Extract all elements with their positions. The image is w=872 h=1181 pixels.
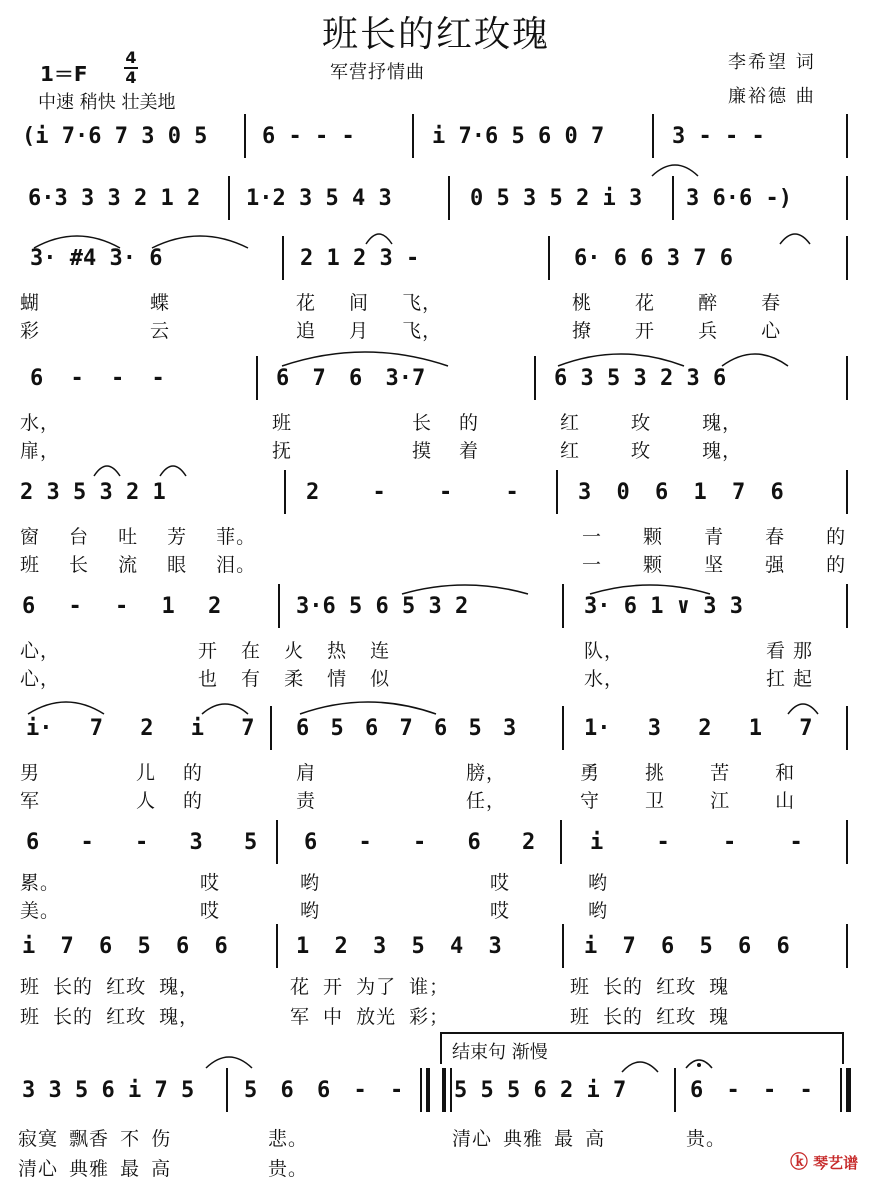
barline — [562, 584, 564, 628]
time-top: 4 — [125, 48, 137, 67]
slur-mark — [650, 158, 700, 178]
barline — [846, 706, 848, 750]
slur-mark — [92, 460, 122, 478]
lyric-word: 桃 花 醉 春 — [572, 292, 782, 314]
lyric-word: 哟 — [588, 872, 609, 894]
barline — [256, 356, 258, 400]
lyric-word: 心， — [20, 640, 61, 662]
lyric-word: 云 — [150, 320, 171, 342]
barline — [244, 114, 246, 158]
measure-1: 6·3 3 3 2 1 2 — [28, 186, 201, 211]
tempo-marking: 中速 稍快 壮美地 — [38, 92, 176, 113]
measure-4: 6 - - - — [690, 1078, 813, 1103]
lyric-word: 贵。 — [268, 1158, 309, 1180]
lyric-word: 哟 — [588, 900, 609, 922]
barline — [276, 924, 278, 968]
lyric-word: 任， — [466, 790, 507, 812]
barline — [226, 1068, 228, 1112]
lyric-word: 抚 — [272, 440, 293, 462]
slur-mark — [204, 1050, 254, 1070]
lyricist-credit: 李希望 词 — [728, 52, 816, 73]
measure-2: 6 - - - — [262, 124, 355, 149]
measure-3: i 7 6 5 6 6 — [584, 934, 790, 959]
lyric-word: 红 玫 瑰， — [560, 440, 743, 462]
measure-3: 5 5 5 6 2 i 7 — [454, 1078, 627, 1103]
measure-4: 3 6·6 -) — [686, 186, 792, 211]
final-barline — [846, 1068, 851, 1112]
barline — [652, 114, 654, 158]
barline — [278, 584, 280, 628]
lyric-word: 扛 起 — [766, 668, 814, 690]
slur-mark — [556, 348, 686, 368]
measure-1: 2 3 5 3 2 1 — [20, 480, 166, 505]
measure-3: 1· 3 2 1 7 — [584, 716, 813, 741]
measure-1: i 7 6 5 6 6 — [22, 934, 228, 959]
barline — [562, 924, 564, 968]
barline — [674, 1068, 676, 1112]
barline — [846, 356, 848, 400]
time-bottom: 4 — [125, 68, 137, 87]
lyric-word: 清心 典雅 最 高 — [18, 1158, 172, 1180]
watermark-logo-icon: ⓚ — [790, 1152, 808, 1173]
measure-3: i 7·6 5 6 0 7 — [432, 124, 605, 149]
barline — [562, 706, 564, 750]
lyric-word: 哟 — [300, 872, 321, 894]
lyric-word: 守 卫 江 山 — [580, 790, 796, 812]
measure-2: 1·2 3 5 4 3 — [246, 186, 392, 211]
lyric-word: 长 的 — [412, 412, 480, 434]
lyric-word: 哎 — [490, 872, 511, 894]
lyric-word: 贵。 — [686, 1128, 727, 1150]
lyric-word: 勇 挑 苦 和 — [580, 762, 796, 784]
barline — [534, 356, 536, 400]
slur-mark — [778, 228, 812, 246]
barline — [846, 584, 848, 628]
composer-credit: 廉裕德 曲 — [728, 86, 816, 107]
lyric-word: 追 月 飞， — [296, 320, 443, 342]
barline — [448, 176, 450, 220]
slur-mark — [150, 230, 250, 250]
lyric-word: 蝶 — [150, 292, 171, 314]
final-barline — [840, 1068, 842, 1112]
lyric-word: 也 有 柔 情 似 — [198, 668, 391, 690]
barline — [412, 114, 414, 158]
lyric-word: 班 — [272, 412, 293, 434]
barline — [284, 470, 286, 514]
lyric-word: 肩 — [296, 762, 317, 784]
lyric-word: 班 长 流 眼 泪。 — [20, 554, 257, 576]
barline — [846, 924, 848, 968]
measure-1: 6 - - 3 5 — [26, 830, 258, 855]
lyric-word: 班 长的 红玫 瑰 — [570, 1006, 730, 1028]
lyric-word: 开 在 火 热 连 — [198, 640, 391, 662]
lyric-word: 清心 典雅 最 高 — [452, 1128, 606, 1150]
measure-2: 2 1 2 3 - — [300, 246, 420, 271]
barline — [228, 176, 230, 220]
lyric-word: 美。 — [20, 900, 61, 922]
lyric-word: 水， — [584, 668, 625, 690]
measure-4: 3 - - - — [672, 124, 765, 149]
lyric-word: 班 长的 红玫 瑰 — [570, 976, 730, 998]
barline — [276, 820, 278, 864]
measure-1: 6 - - - — [30, 366, 165, 391]
lyric-word: 班 长的 红玫 瑰， — [20, 976, 200, 998]
lyric-word: 男 — [20, 762, 41, 784]
measure-2: 2 - - - — [306, 480, 519, 505]
slur-mark — [786, 698, 820, 716]
measure-2: 3·6 5 6 5 3 2 — [296, 594, 469, 619]
key-signature: 1＝F — [40, 62, 88, 86]
repeat-barline — [426, 1068, 430, 1112]
measure-1: 3· #4 3· 6 — [30, 246, 163, 271]
lyric-word: 队， — [584, 640, 625, 662]
watermark-text: 琴艺谱 — [813, 1154, 859, 1172]
lyric-word: 军 中 放光 彩； — [290, 1006, 450, 1028]
lyric-word: 蝴 — [20, 292, 41, 314]
lyric-word: 花 开 为了 谁； — [290, 976, 450, 998]
measure-1: i· 7 2 i 7 — [26, 716, 255, 741]
slur-mark — [400, 580, 530, 596]
song-title: 班长的红玫瑰 — [321, 14, 550, 55]
lyric-word: 一 颗 青 春 的 — [582, 526, 847, 548]
measure-2: 6 7 6 3·7 — [276, 366, 426, 391]
lyric-line-1 — [20, 288, 40, 315]
barline — [672, 176, 674, 220]
lyric-word: 军 — [20, 790, 41, 812]
lyric-word: 看 那 — [766, 640, 814, 662]
lyric-word: 扉， — [20, 440, 61, 462]
barline — [846, 236, 848, 280]
lyric-word: 累。 — [20, 872, 61, 894]
lyric-word: 班 长的 红玫 瑰， — [20, 1006, 200, 1028]
lyric-word: 一 颗 坚 强 的 — [582, 554, 847, 576]
lyric-word: 责 — [296, 790, 317, 812]
barline — [846, 176, 848, 220]
repeat-barline — [442, 1068, 446, 1112]
barline — [270, 706, 272, 750]
measure-2: 6 5 6 7 6 5 3 — [296, 716, 517, 741]
measure-3: 0 5 3 5 2 i 3 — [470, 186, 643, 211]
barline — [556, 470, 558, 514]
barline — [548, 236, 550, 280]
measure-3: 6· 6 6 3 7 6 — [574, 246, 733, 271]
measure-3: 3· 6 1 ∨ 3 3 — [584, 594, 743, 619]
lyric-word: 哎 — [490, 900, 511, 922]
repeat-barline — [420, 1068, 422, 1112]
lyric-word: 心， — [20, 668, 61, 690]
slur-mark — [364, 228, 394, 246]
lyric-word: 窗 台 吐 芳 菲。 — [20, 526, 257, 548]
song-subtitle: 军营抒情曲 — [330, 62, 425, 83]
lyric-word: 寂寞 飘香 不 伤 — [18, 1128, 172, 1150]
lyric-word: 花 间 飞， — [296, 292, 443, 314]
lyric-word: 儿 的 — [136, 762, 204, 784]
lyric-word: 撩 开 兵 心 — [572, 320, 782, 342]
repeat-barline — [450, 1068, 452, 1112]
lyric-word: 摸 着 — [412, 440, 480, 462]
measure-2: 5 6 6 - - — [244, 1078, 404, 1103]
slur-mark — [720, 348, 790, 368]
measure-3: 6 3 5 3 2 3 6 — [554, 366, 727, 391]
lyric-word: 人 的 — [136, 790, 204, 812]
slur-mark — [620, 1056, 660, 1074]
time-signature — [124, 50, 138, 86]
lyric-word: 哟 — [300, 900, 321, 922]
lyric-word: 哎 — [200, 872, 221, 894]
measure-1: 6 - - 1 2 — [22, 594, 222, 619]
slur-mark — [280, 346, 450, 368]
barline — [846, 820, 848, 864]
slur-mark — [26, 696, 106, 716]
slur-mark — [200, 698, 250, 716]
measure-2: 1 2 3 5 4 3 — [296, 934, 502, 959]
measure-1: (i 7·6 7 3 0 5 — [22, 124, 208, 149]
measure-2: 6 - - 6 2 — [304, 830, 536, 855]
barline — [846, 114, 848, 158]
fermata-mark — [684, 1056, 714, 1070]
lyric-word: 彩 — [20, 320, 41, 342]
lyric-word: 哎 — [200, 900, 221, 922]
lyric-word: 红 玫 瑰， — [560, 412, 743, 434]
lyric-word: 膀， — [466, 762, 507, 784]
measure-3: 3 0 6 1 7 6 — [578, 480, 784, 505]
slur-mark — [588, 580, 712, 596]
slur-mark — [32, 230, 122, 250]
slur-mark — [298, 696, 438, 716]
lyric-word: 水， — [20, 412, 61, 434]
measure-1: 3 3 5 6 i 7 5 — [22, 1078, 195, 1103]
barline — [560, 820, 562, 864]
lyric-word: 悲。 — [268, 1128, 309, 1150]
site-watermark — [790, 1148, 858, 1174]
measure-3: i - - - — [590, 830, 803, 855]
barline — [282, 236, 284, 280]
ending-label: 结束句 渐慢 — [452, 1042, 548, 1063]
barline — [846, 470, 848, 514]
slur-mark — [158, 460, 188, 478]
